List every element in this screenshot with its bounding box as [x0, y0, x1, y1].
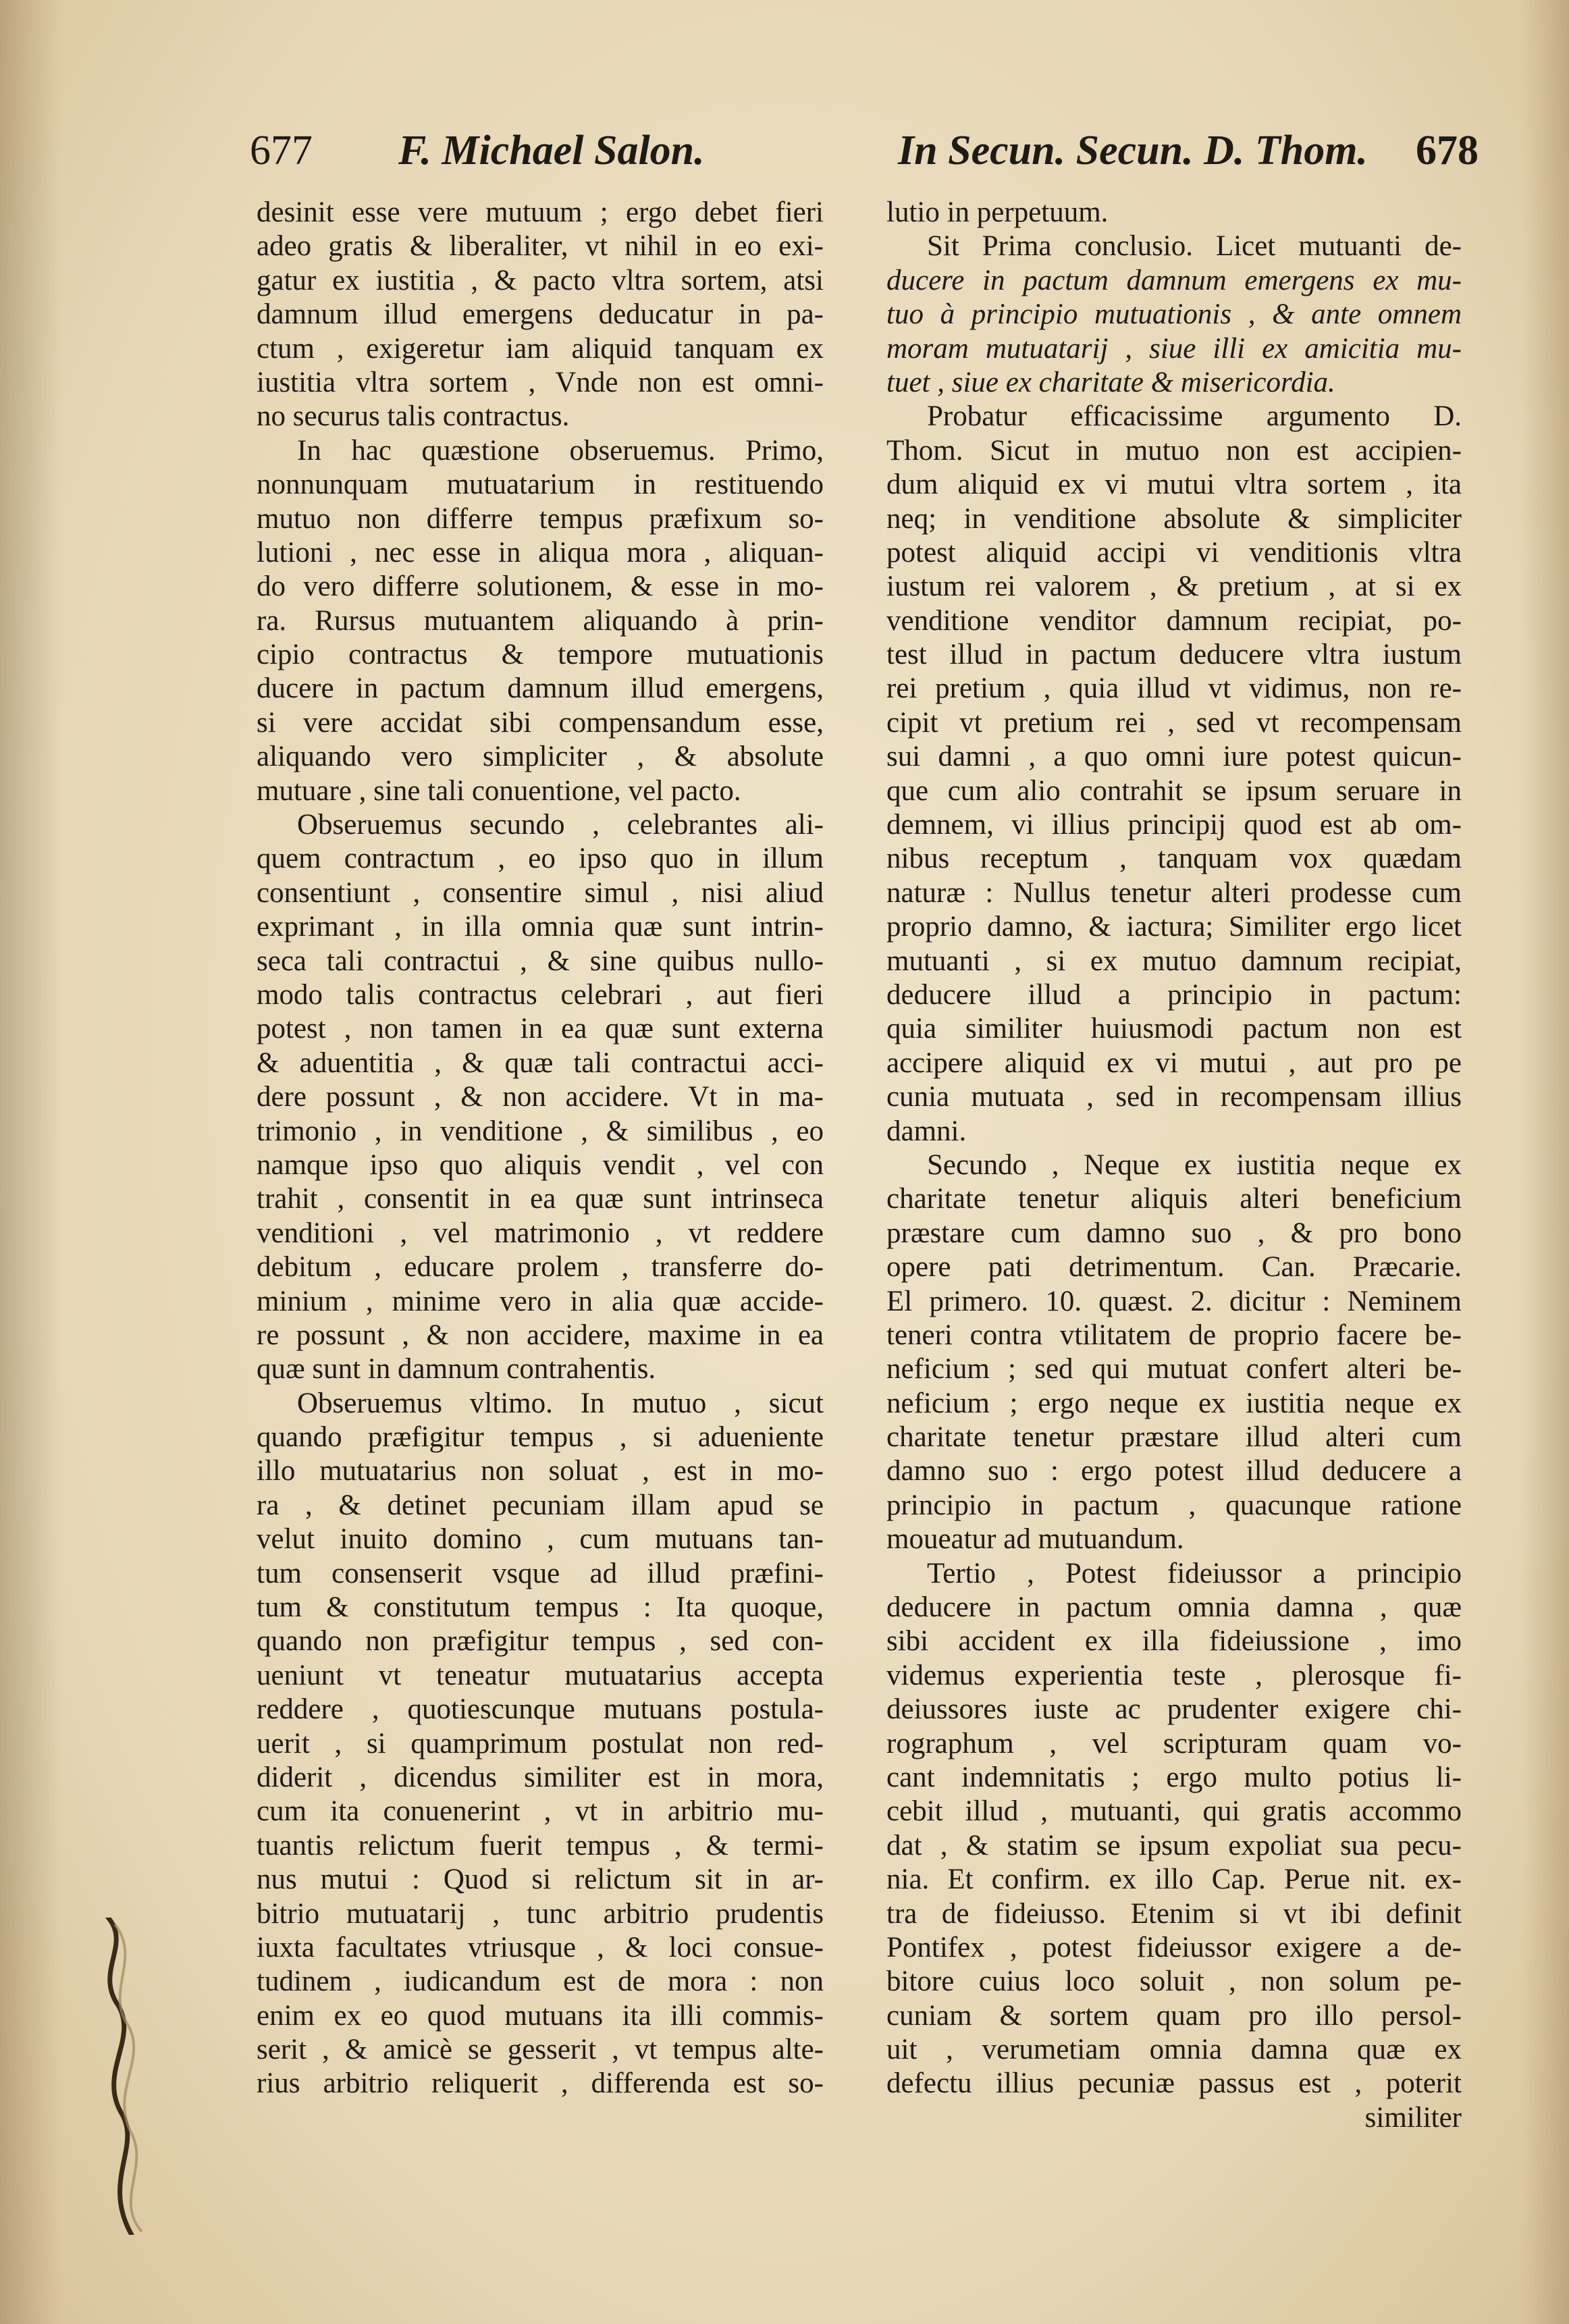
page-number-right: 678: [1416, 128, 1479, 174]
text-line: quem contractum , eo ipso quo in illum: [257, 843, 824, 875]
running-head-work: In Secun. Secun. D. Thom.: [898, 128, 1368, 174]
torn-edge-mark: [68, 1918, 155, 2235]
text-line: cum ita conuenerint , vt in arbitrio mu-: [257, 1795, 824, 1828]
text-line: rei pretium , quia illud vt vidimus, non re-: [886, 672, 1462, 705]
text-line: rius arbitrio reliquerit , differenda est so-: [257, 2067, 824, 2100]
text-line: desinit esse vere mutuum ; ergo debet fieri: [257, 196, 824, 228]
gutter-shadow: [0, 0, 61, 2324]
text-line: Obseruemus vltimo. In mutuo , sicut: [297, 1387, 824, 1419]
text-line: mutuare , sine tali conuentione, vel pacto.: [257, 774, 741, 807]
left-text-column: [257, 196, 824, 2101]
text-line: sui damni , a quo omni iure potest quicun-: [886, 741, 1462, 773]
text-line: iustitia vltra sortem , Vnde non est omni-: [257, 366, 824, 398]
text-line: cipit vt pretium rei , sed vt recompensam: [886, 706, 1462, 739]
text-line: teneri contra vtilitatem de proprio facere be-: [886, 1319, 1462, 1351]
text-line: damni.: [886, 1115, 967, 1147]
running-header: [250, 127, 1479, 188]
text-line: minium , minime vero in alia quæ accide-: [257, 1285, 824, 1317]
text-line: deducere illud a principio in pactum:: [886, 978, 1462, 1011]
text-line: cunia mutuata , sed in recompensam illius: [886, 1081, 1462, 1113]
text-line: venditioni , vel matrimonio , vt reddere: [257, 1217, 824, 1249]
text-line: neq; in venditione absolute & simpliciter: [886, 502, 1462, 535]
text-line: gatur ex iustitia , & pacto vltra sortem, atsi: [257, 264, 824, 296]
text-line: ducere in pactum damnum emergens ex mu-: [886, 264, 1462, 296]
text-line: & aduentitia , & quæ tali contractui acci-: [257, 1047, 824, 1079]
text-line: dere possunt , & non accidere. Vt in ma-: [257, 1081, 824, 1113]
text-line: charitate tenetur præstare illud alteri cum: [886, 1421, 1462, 1454]
page-edge-shadow: [1522, 0, 1569, 2324]
text-line: re possunt , & non accidere, maxime in ea: [257, 1319, 824, 1351]
text-line: Secundo , Neque ex iustitia neque ex: [927, 1148, 1462, 1181]
text-line: sibi accident ex illa fideiussione , imo: [886, 1625, 1462, 1658]
text-line: deiussores iuste ac prudenter exigere chi-: [886, 1693, 1462, 1726]
text-line: nia. Et confirm. ex illo Cap. Perue nit. ex-: [886, 1864, 1462, 1896]
text-line: tudinem , iudicandum est de mora : non: [257, 1965, 824, 1998]
text-line: El primero. 10. quæst. 2. dicitur : Neminem: [886, 1285, 1462, 1317]
text-line: debitum , educare prolem , transferre do-: [257, 1251, 824, 1284]
text-line: dum aliquid ex vi mutui vltra sortem , ita: [886, 469, 1462, 501]
text-line: Probatur efficacissime argumento D.: [927, 400, 1462, 433]
text-line: lutioni , nec esse in aliqua mora , aliquan-: [257, 536, 824, 569]
text-line: bitrio mutuatarij , tunc arbitrio prudentis: [257, 1897, 824, 1930]
text-line: trahit , consentit in ea quæ sunt intrinseca: [257, 1183, 824, 1215]
text-line: mutuo non differre tempus præfixum so-: [257, 502, 824, 535]
text-line: test illud in pactum deducere vltra iustum: [886, 639, 1462, 671]
text-line: accipere aliquid ex vi mutui , aut pro pe: [886, 1047, 1462, 1079]
text-line: defectu illius pecuniæ passus est , poterit: [886, 2067, 1462, 2100]
text-line: damnum illud emergens deducatur in pa-: [257, 298, 824, 331]
text-line: quando præfigitur tempus , si adueniente: [257, 1421, 824, 1454]
text-line: ra , & detinet pecuniam illam apud se: [257, 1489, 824, 1521]
text-line: no securus talis contractus.: [257, 400, 570, 433]
text-line: nonnunquam mutuatarium in restituendo: [257, 469, 824, 501]
text-line: dat , & statim se ipsum expoliat sua pecu-: [886, 1829, 1462, 1861]
text-line: Tertio , Potest fideiussor a principio: [927, 1557, 1462, 1589]
catchword: similiter: [1364, 2101, 1462, 2134]
text-line: demnem, vi illius principij quod est ab om-: [886, 809, 1462, 841]
text-line: seca tali contractui , & sine quibus nullo-: [257, 945, 824, 977]
text-line: neficium ; sed qui mutuat confert alteri be-: [886, 1353, 1462, 1385]
text-line: damno suo : ergo potest illud deducere a: [886, 1455, 1462, 1487]
text-line: namque ipso quo aliquis vendit , vel con: [257, 1148, 824, 1181]
text-line: præstare cum damno suo , & pro bono: [886, 1217, 1462, 1249]
text-line: iuxta facultates vtriusque , & loci consue-: [257, 1931, 824, 1963]
text-line: Thom. Sicut in mutuo non est accipien-: [886, 434, 1462, 467]
text-line: diderit , dicendus similiter est in mora,: [257, 1761, 824, 1793]
text-line: In hac quæstione obseruemus. Primo,: [297, 434, 824, 467]
text-line: tum & constitutum tempus : Ita quoque,: [257, 1591, 824, 1624]
right-text-column: [886, 196, 1462, 2135]
text-line: que cum alio contrahit se ipsum seruare in: [886, 774, 1462, 807]
text-line: nus mutui : Quod si relictum sit in ar-: [257, 1864, 824, 1896]
text-line: moram mutuatarij , siue illi ex amicitia mu-: [886, 332, 1462, 365]
text-line: tuet , siue ex charitate & misericordia.: [886, 366, 1335, 398]
text-line: videmus experientia teste , plerosque fi-: [886, 1659, 1462, 1691]
text-line: uit , verumetiam omnia damna quæ ex: [886, 2034, 1462, 2066]
text-line: Pontifex , potest fideiussor exigere a de-: [886, 1931, 1462, 1963]
text-line: naturæ : Nullus tenetur alteri prodesse cum: [886, 876, 1462, 909]
page-number-left: 677: [250, 128, 313, 174]
text-line: cipio contractus & tempore mutuationis: [257, 639, 824, 671]
text-line: serit , & amicè se gesserit , vt tempus alte-: [257, 2034, 824, 2066]
text-line: exprimant , in illa omnia quæ sunt intrin-: [257, 911, 824, 943]
text-line: trimonio , in venditione , & similibus , eo: [257, 1115, 824, 1147]
text-line: quæ sunt in damnum contrahentis.: [257, 1353, 656, 1385]
text-line: rographum , vel scripturam quam vo-: [886, 1727, 1462, 1760]
text-line: neficium ; ergo neque ex iustitia neque ex: [886, 1387, 1462, 1419]
text-line: Obseruemus secundo , celebrantes ali-: [297, 809, 824, 841]
text-line: aliquando vero simpliciter , & absolute: [257, 741, 824, 773]
text-line: Sit Prima conclusio. Licet mutuanti de-: [927, 230, 1462, 263]
text-line: deducere in pactum omnia damna , quæ: [886, 1591, 1462, 1624]
text-line: si vere accidat sibi compensandum esse,: [257, 706, 824, 739]
text-line: bitore cuius loco soluit , non solum pe-: [886, 1965, 1462, 1998]
text-line: charitate tenetur aliquis alteri beneficium: [886, 1183, 1462, 1215]
text-line: tra de fideiusso. Etenim si vt ibi definit: [886, 1897, 1462, 1930]
text-line: cebit illud , mutuanti, qui gratis accommo: [886, 1795, 1462, 1828]
text-line: proprio damno, & iactura; Similiter ergo licet: [886, 911, 1462, 943]
text-line: illo mutuatarius non soluat , est in mo-: [257, 1455, 824, 1487]
text-line: potest , non tamen in ea quæ sunt externa: [257, 1013, 824, 1045]
text-line: tuo à principio mutuationis , & ante omnem: [886, 298, 1462, 331]
text-line: potest aliquid accipi vi venditionis vltra: [886, 536, 1462, 569]
text-line: lutio in perpetuum.: [886, 196, 1109, 228]
text-line: venditione venditor damnum recipiat, po-: [886, 604, 1462, 637]
text-line: quando non præfigitur tempus , sed con-: [257, 1625, 824, 1658]
running-head-author: F. Michael Salon.: [398, 128, 705, 174]
text-line: modo talis contractus celebrari , aut fieri: [257, 978, 824, 1011]
text-line: mutuanti , si ex mutuo damnum recipiat,: [886, 945, 1462, 977]
text-line: nibus receptum , tanquam vox quædam: [886, 843, 1462, 875]
text-line: cant indemnitatis ; ergo multo potius li-: [886, 1761, 1462, 1793]
text-line: principio in pactum , quacunque ratione: [886, 1489, 1462, 1521]
text-line: adeo gratis & liberaliter, vt nihil in eo exi-: [257, 230, 824, 263]
text-line: velut inuito domino , cum mutuans tan-: [257, 1523, 824, 1556]
text-line: cuniam & sortem quam pro illo persol-: [886, 1999, 1462, 2032]
text-line: consentiunt , consentire simul , nisi aliud: [257, 876, 824, 909]
text-line: tum consenserit vsque ad illud præfini-: [257, 1557, 824, 1589]
text-line: ra. Rursus mutuantem aliquando à prin-: [257, 604, 824, 637]
text-line: do vero differre solutionem, & esse in mo-: [257, 571, 824, 603]
text-line: tuantis relictum fuerit tempus , & termi-: [257, 1829, 824, 1861]
text-line: uerit , si quamprimum postulat non red-: [257, 1727, 824, 1760]
text-line: moueatur ad mutuandum.: [886, 1523, 1184, 1556]
text-line: ctum , exigeretur iam aliquid tanquam ex: [257, 332, 824, 365]
text-line: reddere , quotiescunque mutuans postula-: [257, 1693, 824, 1726]
text-line: quia similiter huiusmodi pactum non est: [886, 1013, 1462, 1045]
text-line: opere pati detrimentum. Can. Præcarie.: [886, 1251, 1462, 1284]
text-line: ueniunt vt teneatur mutuatarius accepta: [257, 1659, 824, 1691]
text-line: iustum rei valorem , & pretium , at si ex: [886, 571, 1462, 603]
text-line: enim ex eo quod mutuans ita illi commis-: [257, 1999, 824, 2032]
text-line: ducere in pactum damnum illud emergens,: [257, 672, 824, 705]
